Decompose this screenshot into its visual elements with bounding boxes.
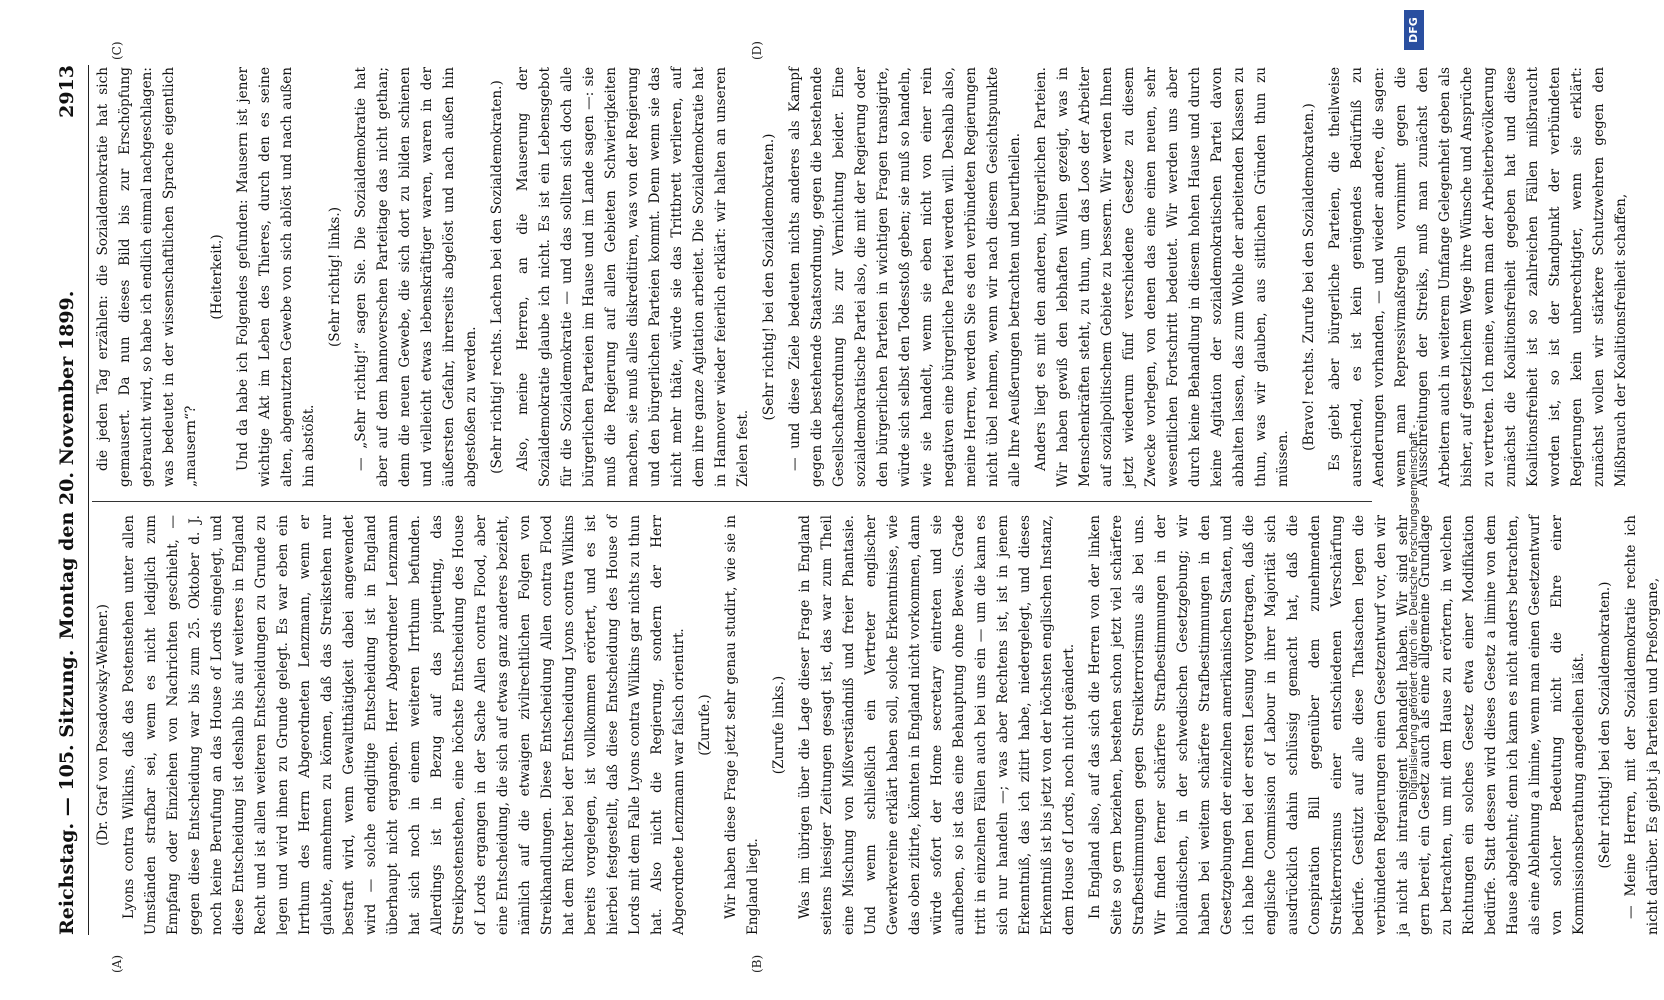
right-paragraph: Es giebt aber bürgerliche Parteien, die theilweise ausreichend, es ist kein genügendes Bedürfniß zu Aenderungen vorhanden, — und wieder andere, die sagen: wenn man Repressivmaßregeln vornimmt gegen die Ausschreitungen der Streiks, muß man zunächst den Arbeitern auch in weiterem Umfange Gelegenheit geben als bisher, auf gesetzlichem Wege ihre Wünsche und Ansprüche zu vertreten. Ich meine, wenn man der Arbeiterbevölkerung zunächst die Koalitionsfreiheit gegeben hat und diese Koalitionsfreiheit ist so zahlreichen Fällen mißbraucht worden ist, so ist der Standpunkt der verbündeten Regierungen kein unberechtigter, wenn sie erklärt: zunächst wollen wir stärkere Schutzwehren gegen den Mißbrauch der Koalitionsfreiheit schaffen, bbox=[1327, 67, 1629, 487]
marker-c: (C) bbox=[110, 41, 124, 60]
left-paragraph: Lyons contra Wilkins, daß das Postenstehen unter allen Umständen strafbar sei, wenn es nicht lediglich zum Empfang oder Einziehen von Nachrichten geschieht, — gegen diese Entscheidung war bis zum 25. Oktober d. J. noch keine Berufung an das House of Lords eingelegt, und diese Entscheidung ist deshalb bis auf weiteres in England Recht und ist allen weiteren Entscheidungen zu Grunde zu legen und wird ihnen zu Grunde gelegt. Es war eben ein Irrthum des Herrn Abgeordneten Lenzmann, wenn er glaubte, annehmen zu können, daß das Streikstehen nur bestraft wird, wenn Gewaltthätigkeit dabei angewendet wird — solche endgiltige Entscheidung ist in England überhaupt nicht ergangen. Herr Abgeordneter Lenzmann hat sich noch in einem weiteren Irrthum befunden. Allerdings ist in Bezug auf das piquetting, das Streikpostenstehen, eine höchste Entscheidung des House of Lords ergangen in der Sache Allen contra Flood, aber eine Entscheidung, die sich auf etwas ganz anderes bezieht, nämlich auf die etwaigen zivilrechtlichen Folgen von Streikhandlungen. Diese Entscheidung Allen contra Flood hat dem Richter bei der Entscheidung Lyons contra Wilkins bereits vorgelegen, ist vollkommen erörtert, und es ist hierbei festgestellt, daß diese Entscheidung des House of Lords mit dem Falle Lyons contra Wilkins gar nichts zu thun hat. Also nicht die Regierung, sondern der Herr Abgeordnete Lenzmann war falsch orientirt. bbox=[121, 515, 687, 935]
column-divider bbox=[92, 501, 1372, 502]
header-session: Reichstag. — 105. Sitzung. bbox=[56, 649, 78, 935]
right-column bbox=[92, 67, 1629, 487]
page-header bbox=[50, 65, 89, 935]
left-paragraph: Was im übrigen über die Lage dieser Frage in England seitens hiesiger Zeitungen gesagt ist, das war zum Theil eine Mischung von Mißverständniß und freier Phantasie. Und wenn schließlich ein Vertreter englischer Gewerkvereine erklärt haben soll, solche Erkenntnisse, wie das oben zitirte, könnten in England nicht vorkommen, dann würde sofort der Home secretary eintreten und sie aufheben, so ist das eine Behauptung ohne Beweis. Grade tritt in einzelnen Fällen auch bei uns ein — um die kann es sich nur handeln —; was aber Rechtens ist, ist in jenem Erkenntniß, das ich zitirt habe, niedergelegt, und dieses Erkenntniß ist bis jetzt von der höchsten englischen Instanz, dem House of Lords, noch nicht geändert. bbox=[797, 515, 1077, 935]
right-interjection: (Heiterkeit.) bbox=[209, 234, 225, 320]
right-paragraph: Anders liegt es mit den anderen, bürgerlichen Parteien. Wir haben gewiß den lebhaften Willen gezeigt, was in Menschenkräften steht, zu thun, um das Loos der Arbeiter auf sozialpolitischem Gebiete zu bessern. Wir werden Ihnen jetzt wiederum fünf verschiedene Gesetze zu diesem Zwecke vorlegen, von denen das eine einen neuen, sehr wesentlichen Fortschritt bedeutet. Wir werden uns aber durch keine Behandlung in diesem hohen Hause und durch keine Agitation der sozialdemokratischen Partei davon abhalten lassen, das zum Wohle der arbeitenden Klassen zu thun, was wir glauben, aus sittlichen Gründen thun zu müssen. bbox=[1033, 67, 1291, 487]
right-paragraph: — „Sehr richtig!“ sagen Sie. Die Sozialdemokratie hat aber auf dem hannoverschen Parteitage das nicht gethan; denn die neuen Gewebe, die sich dort zu bilden schienen und vielleicht etwas lebenskräftiger waren, waren in der äußersten Gefahr, ihrerseits abgelöst und nach außen hin abgestoßen zu werden. bbox=[353, 67, 479, 487]
marker-b: (B) bbox=[750, 954, 764, 973]
right-paragraph: Also, meine Herren, an die Mauserung der Sozialdemokratie glaube ich nicht. Es ist ein Lebensgebot für die Sozialdemokratie — und das sollten sich doch alle bürgerlichen Parteien im Hause und im Lande sagen —: sie muß die Regierung auf allen Gebieten Schwierigkeiten machen, sie muß alles diskreditiren, was von der Regierung und den bürgerlichen Parteien kommt. Denn wenn sie das nicht mehr thäte, würde sie das Trittbrett verlieren, auf dem ihre ganze Agitation arbeitet. Die Sozialdemokratie hat in Hannover wieder feierlich erklärt: wir halten an unseren Zielen fest. bbox=[515, 67, 751, 487]
right-paragraph: — und diese Ziele bedeuten nichts anderes als Kampf gegen die bestehende Staatsordnung, gegen die bestehende Gesellschaftsordnung bis zur Vernichtung beider. Eine sozialdemokratische Partei also, die mit der Regierung oder den bürgerlichen Parteien in wichtigen Fragen transigirte, würde sich selbst den Todesstoß geben; sie muß so handeln, wie sie handelt, wenn sie eben nicht von einer rein negativen eine bürgerliche Partei werden will. Deshalb also, meine Herren, werden Sie es den verbündeten Regierungen nicht übel nehmen, wenn wir nach diesem Gesichtspunkte alle Ihre Aeußerungen betrachten und beurtheilen. bbox=[787, 67, 1023, 487]
right-interjection: (Sehr richtig! links.) bbox=[327, 206, 343, 348]
left-paragraph: Wir haben diese Frage jetzt sehr genau studirt, wie sie in England liegt. bbox=[723, 515, 761, 935]
marker-d: (D) bbox=[750, 41, 764, 60]
watermark-text: Digitalisierung gefördert durch die Deutsche Forschungsgemeinschaft - bbox=[1408, 424, 1420, 800]
page-number: 2913 bbox=[56, 65, 78, 118]
left-paragraph: In England also, auf das sich die Herren von der linken Seite so gern beziehen, bestehen schon jetzt viel schärfere Strafbestimmungen gegen Streikterrorismus als bei uns. Wir finden ferner schärfere Strafbestimmungen in der holländischen, in der schwedischen Gesetzgebung; wir haben bei weitem schärfere Strafbestimmungen in den Gesetzgebungen der einzelnen amerikanischen Staaten, und ich habe Ihnen bei der ersten Lesung vorgetragen, daß die englische Commission of Labour in ihrer Majorität sich ausdrücklich dahin schlüssig gemacht hat, daß die Conspiration Bill gegenüber dem zunehmenden Streikterrorismus einer entschiedenen Verschärfung bedürfe. Gestützt auf alle diese Thatsachen legen die verbündeten Regierungen einen Gesetzentwurf vor, den wir ja nicht als intransigent behandelt haben. Wir sind sehr gern bereit, ein Gesetz auch als eine allgemeine Grundlage zu betrachten, um mit dem Hause zu erörtern, in welchen Richtungen ein solches Gesetz etwa einer Modifikation bedürfe. Statt dessen wird dieses Gesetz a limine von dem Hause abgelehnt; denn ich kann es nicht anders betrachten, als eine Ablehnung a limine, wenn man einen Gesetzentwurf von solcher Bedeutung nicht die Ehre einer Kommissionsberathung angedeihen läßt. bbox=[1087, 515, 1587, 935]
digitization-watermark bbox=[1396, 0, 1432, 1000]
right-interjection: (Sehr richtig! rechts. Lachen bei den Sozialdemokraten.) bbox=[489, 80, 505, 474]
dfg-logo: DFG bbox=[1404, 10, 1424, 50]
marker-a: (A) bbox=[110, 954, 124, 973]
right-interjection: (Sehr richtig! bei den Sozialdemokraten.) bbox=[761, 133, 777, 421]
left-interjection: (Sehr richtig! bei den Sozialdemokraten.) bbox=[1597, 581, 1613, 869]
right-paragraph: Und da habe ich Folgendes gefunden: Mausern ist jener wichtige Akt im Leben des Thieres, durch den es seine alten, abgenutzten Gewebe von sich ablöst und nach außen hin abstößt. bbox=[235, 67, 317, 487]
left-interjection: (Zurufe.) bbox=[697, 694, 713, 756]
right-paragraph: die jeden Tag erzählen: die Sozialdemokratie hat sich gemausert. Da nun dieses Bild bis zur Erschöpfung gebraucht wird, so habe ich endlich einmal nachgeschlagen: was bedeutet in der wissenschaftlichen Sprache eigentlich „mausern“? bbox=[95, 67, 199, 487]
right-interjection: (Bravo! rechts. Zurufe bei den Sozialdemokraten.) bbox=[1301, 103, 1317, 451]
left-interjection: (Zurufe links.) bbox=[771, 675, 787, 775]
header-date: Montag den 20. November 1899. bbox=[56, 290, 78, 640]
speaker-line: (Dr. Graf von Posadowsky-Wehner.) bbox=[95, 604, 111, 846]
left-paragraph: — Meine Herren, mit der Sozialdemokratie rechte ich nicht darüber. Es giebt ja Parteien und Preßorgane, bbox=[1623, 515, 1661, 935]
